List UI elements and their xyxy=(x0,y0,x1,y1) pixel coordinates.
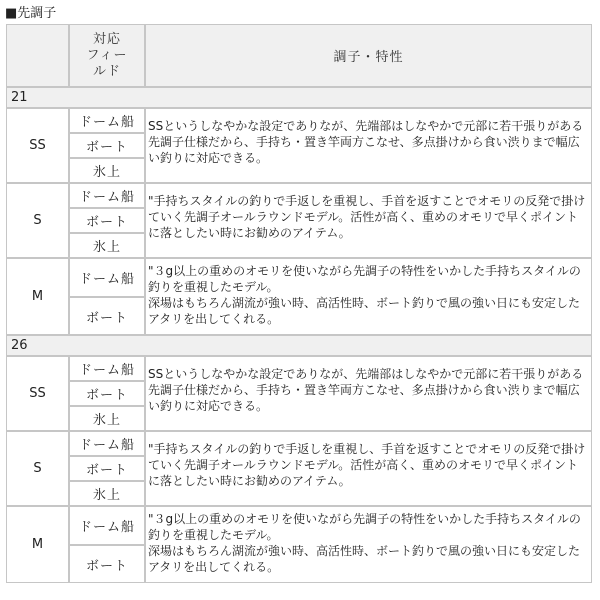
field-cell xyxy=(69,481,145,506)
field-label: ボート xyxy=(85,215,128,230)
field-label: 氷上 xyxy=(92,413,121,428)
field-label: 氷上 xyxy=(92,488,121,503)
field-cell xyxy=(69,297,145,335)
description-cell xyxy=(145,258,592,335)
description-cell xyxy=(145,108,592,183)
field-label: 氷上 xyxy=(92,240,121,255)
header-field-line: ルド xyxy=(92,63,121,79)
field-cell xyxy=(69,431,145,456)
section-label: 21 xyxy=(11,90,28,105)
grade-cell xyxy=(6,258,69,335)
field-cell xyxy=(69,183,145,208)
grade-label: M xyxy=(31,537,44,552)
grade-cell xyxy=(6,356,69,431)
field-cell xyxy=(69,381,145,406)
field-cell xyxy=(69,456,145,481)
header-field-line: 対応 xyxy=(92,31,121,47)
description-text: "手持ちスタイルの釣りで手返しを重視し、手首を返すことでオモリの反発で掛けていく先調子オールラウンドモデル。活性が高く、重めのオモリで早くポイントに落としたい時にお勧めのアイテム。 xyxy=(148,442,586,488)
field-label: ドーム船 xyxy=(78,438,135,453)
field-label: ボート xyxy=(85,140,128,155)
field-label: ボート xyxy=(85,558,128,574)
description-text: "３g以上の重めのオモリを使いながら先調子の特性をいかした手持ちスタイルの釣りを重視したモデル。 xyxy=(148,512,581,542)
section-row-26 xyxy=(6,335,592,356)
field-cell xyxy=(69,406,145,431)
grade-label: M xyxy=(31,289,44,304)
header-feature-label: 調子・特性 xyxy=(333,50,404,65)
description-text: 深場はもちろん湖流が強い時、高活性時、ボート釣りで風の強い日にも安定したアタリを出してくれる。 xyxy=(148,296,581,326)
description-text: SSというしなやかな設定でありなが、先端部はしなやかで元部に若干張りがある先調子仕様だから、手持ち・置き竿両方こなせ、多点掛けから食い渋りまで幅広い釣りに対応できる。 xyxy=(148,119,584,165)
grade-cell xyxy=(6,108,69,183)
grade-label: SS xyxy=(29,138,46,153)
field-label: ドーム船 xyxy=(78,363,135,378)
description-cell xyxy=(145,506,592,583)
description-cell xyxy=(145,356,592,431)
grade-label: SS xyxy=(29,386,46,401)
field-label: ボート xyxy=(85,310,128,326)
header-feature-cell xyxy=(145,24,592,87)
field-cell xyxy=(69,208,145,233)
field-cell xyxy=(69,108,145,133)
section-label: 26 xyxy=(11,338,28,353)
header-field-line: フィー xyxy=(86,47,128,63)
description-cell xyxy=(145,183,592,258)
field-cell xyxy=(69,133,145,158)
description-text: SSというしなやかな設定でありなが、先端部はしなやかで元部に若干張りがある先調子仕様だから、手持ち・置き竿両方こなせ、多点掛けから食い渋りまで幅広い釣りに対応できる。 xyxy=(148,367,584,413)
field-label: ボート xyxy=(85,463,128,478)
header-grade-cell xyxy=(6,24,69,87)
grade-cell xyxy=(6,431,69,506)
field-cell xyxy=(69,158,145,183)
description-text: "３g以上の重めのオモリを使いながら先調子の特性をいかした手持ちスタイルの釣りを重視したモデル。 xyxy=(148,264,581,294)
field-label: ボート xyxy=(85,388,128,403)
field-label: ドーム船 xyxy=(78,190,135,205)
grade-label: S xyxy=(33,213,42,228)
field-label: ドーム船 xyxy=(78,520,135,535)
field-cell xyxy=(69,233,145,258)
section-title: ■先調子 xyxy=(5,6,57,21)
field-label: ドーム船 xyxy=(78,115,135,130)
field-label: 氷上 xyxy=(92,165,121,180)
grade-cell xyxy=(6,506,69,583)
field-cell xyxy=(69,258,145,297)
description-text: 深場はもちろん湖流が強い時、高活性時、ボート釣りで風の強い日にも安定したアタリを出してくれる。 xyxy=(148,544,581,574)
description-cell xyxy=(145,431,592,506)
rod-action-table xyxy=(6,24,592,584)
grade-label: S xyxy=(33,461,42,476)
section-row-21 xyxy=(6,87,592,108)
grade-cell xyxy=(6,183,69,258)
header-field-cell xyxy=(69,24,145,87)
description-text: "手持ちスタイルの釣りで手返しを重視し、手首を返すことでオモリの反発で掛けていく先調子オールラウンドモデル。活性が高く、重めのオモリで早くポイントに落としたい時にお勧めのアイテム。 xyxy=(148,194,586,240)
field-cell xyxy=(69,356,145,381)
field-cell xyxy=(69,506,145,545)
field-cell xyxy=(69,545,145,583)
field-label: ドーム船 xyxy=(78,272,135,287)
